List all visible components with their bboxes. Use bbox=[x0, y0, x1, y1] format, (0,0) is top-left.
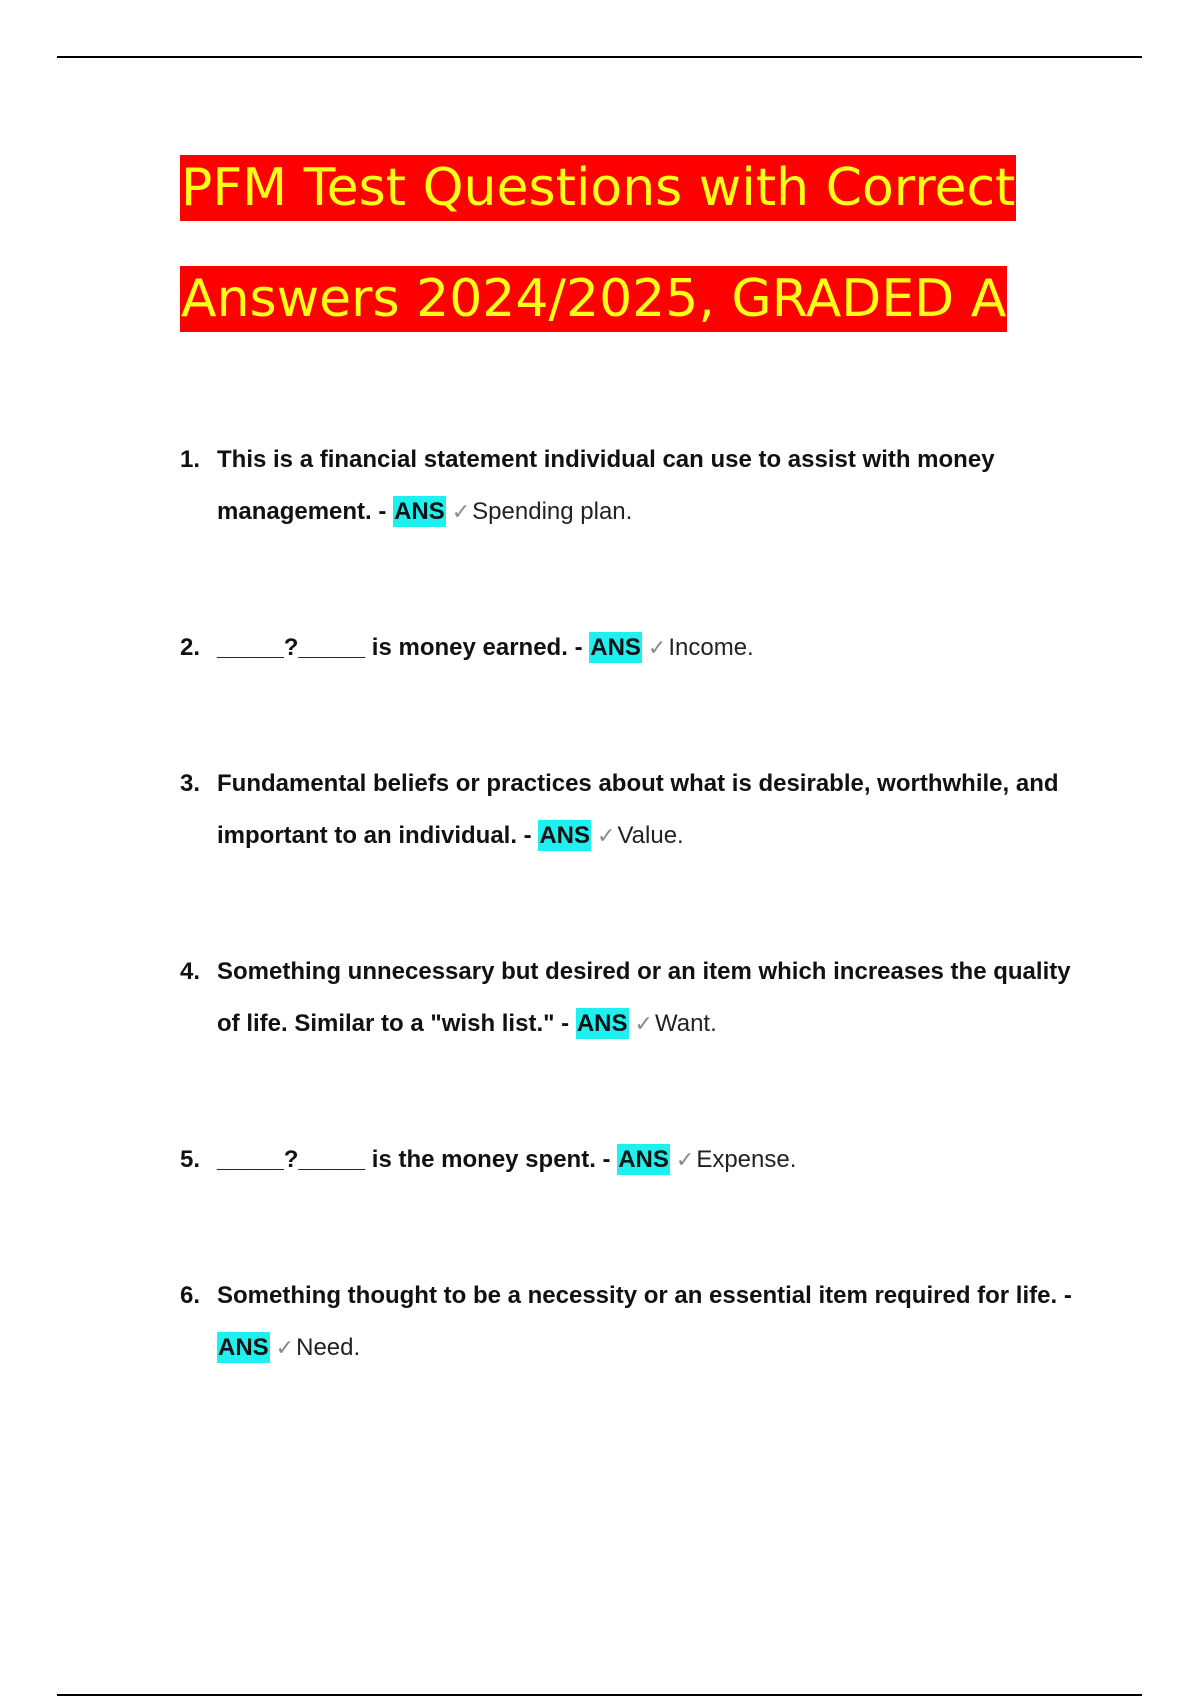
answer-separator: - bbox=[523, 822, 532, 849]
checkmark-icon: ✓ bbox=[634, 1011, 653, 1036]
question-text: Something unnecessary but desired or an item which increases the quality of life. Similar to a "wish list." bbox=[217, 958, 1071, 1037]
answer-separator: - bbox=[574, 634, 583, 661]
question-body bbox=[217, 946, 1090, 1050]
question-item bbox=[180, 946, 1090, 1050]
question-body bbox=[217, 1134, 1090, 1186]
question-item bbox=[180, 434, 1090, 538]
ans-label: ANS bbox=[394, 498, 445, 525]
question-number: 6. bbox=[180, 1282, 201, 1309]
question-item bbox=[180, 758, 1090, 862]
question-text: _____?_____ is money earned. bbox=[217, 634, 568, 661]
question-number: 4. bbox=[180, 958, 201, 985]
question-number: 2. bbox=[180, 634, 201, 661]
question-number: 5. bbox=[180, 1146, 201, 1173]
ans-label: ANS bbox=[218, 1334, 269, 1361]
question-number: 1. bbox=[180, 446, 201, 473]
checkmark-icon: ✓ bbox=[275, 1335, 295, 1360]
title-line-2: Answers 2024/2025, GRADED A bbox=[180, 266, 1007, 332]
ans-label: ANS bbox=[576, 1010, 628, 1037]
answer-text: Value. bbox=[617, 822, 684, 849]
answer-separator: - bbox=[1063, 1282, 1072, 1309]
answer-separator: - bbox=[378, 498, 387, 525]
checkmark-icon: ✓ bbox=[451, 499, 471, 524]
question-body bbox=[217, 622, 1090, 674]
answer-text: Spending plan. bbox=[472, 498, 633, 525]
question-body bbox=[217, 758, 1090, 862]
ans-label: ANS bbox=[539, 822, 591, 849]
title-line-1: PFM Test Questions with Correct bbox=[180, 155, 1016, 221]
checkmark-icon: ✓ bbox=[675, 1147, 695, 1172]
answer-text: Income. bbox=[668, 634, 754, 661]
question-body bbox=[217, 1270, 1090, 1374]
checkmark-icon: ✓ bbox=[597, 823, 616, 848]
question-text: _____?_____ is the money spent. bbox=[217, 1146, 596, 1173]
question-body bbox=[217, 434, 1090, 538]
ans-label: ANS bbox=[618, 1146, 669, 1173]
question-number: 3. bbox=[180, 770, 201, 797]
question-text: This is a financial statement individual can use to assist with money management. bbox=[217, 446, 995, 525]
answer-text: Need. bbox=[296, 1334, 361, 1361]
ans-label: ANS bbox=[590, 634, 641, 661]
answer-text: Want. bbox=[654, 1010, 717, 1037]
question-item bbox=[180, 622, 1090, 674]
bottom-rule bbox=[57, 1694, 1142, 1696]
answer-separator: - bbox=[561, 1010, 570, 1037]
checkmark-icon: ✓ bbox=[647, 635, 667, 660]
question-item bbox=[180, 1270, 1090, 1374]
answer-text: Expense. bbox=[696, 1146, 797, 1173]
question-text: Something thought to be a necessity or an essential item required for life. bbox=[217, 1282, 1058, 1309]
question-text: Fundamental beliefs or practices about what is desirable, worthwhile, and important to an individual. bbox=[217, 770, 1059, 849]
answer-separator: - bbox=[602, 1146, 611, 1173]
question-item bbox=[180, 1134, 1090, 1186]
